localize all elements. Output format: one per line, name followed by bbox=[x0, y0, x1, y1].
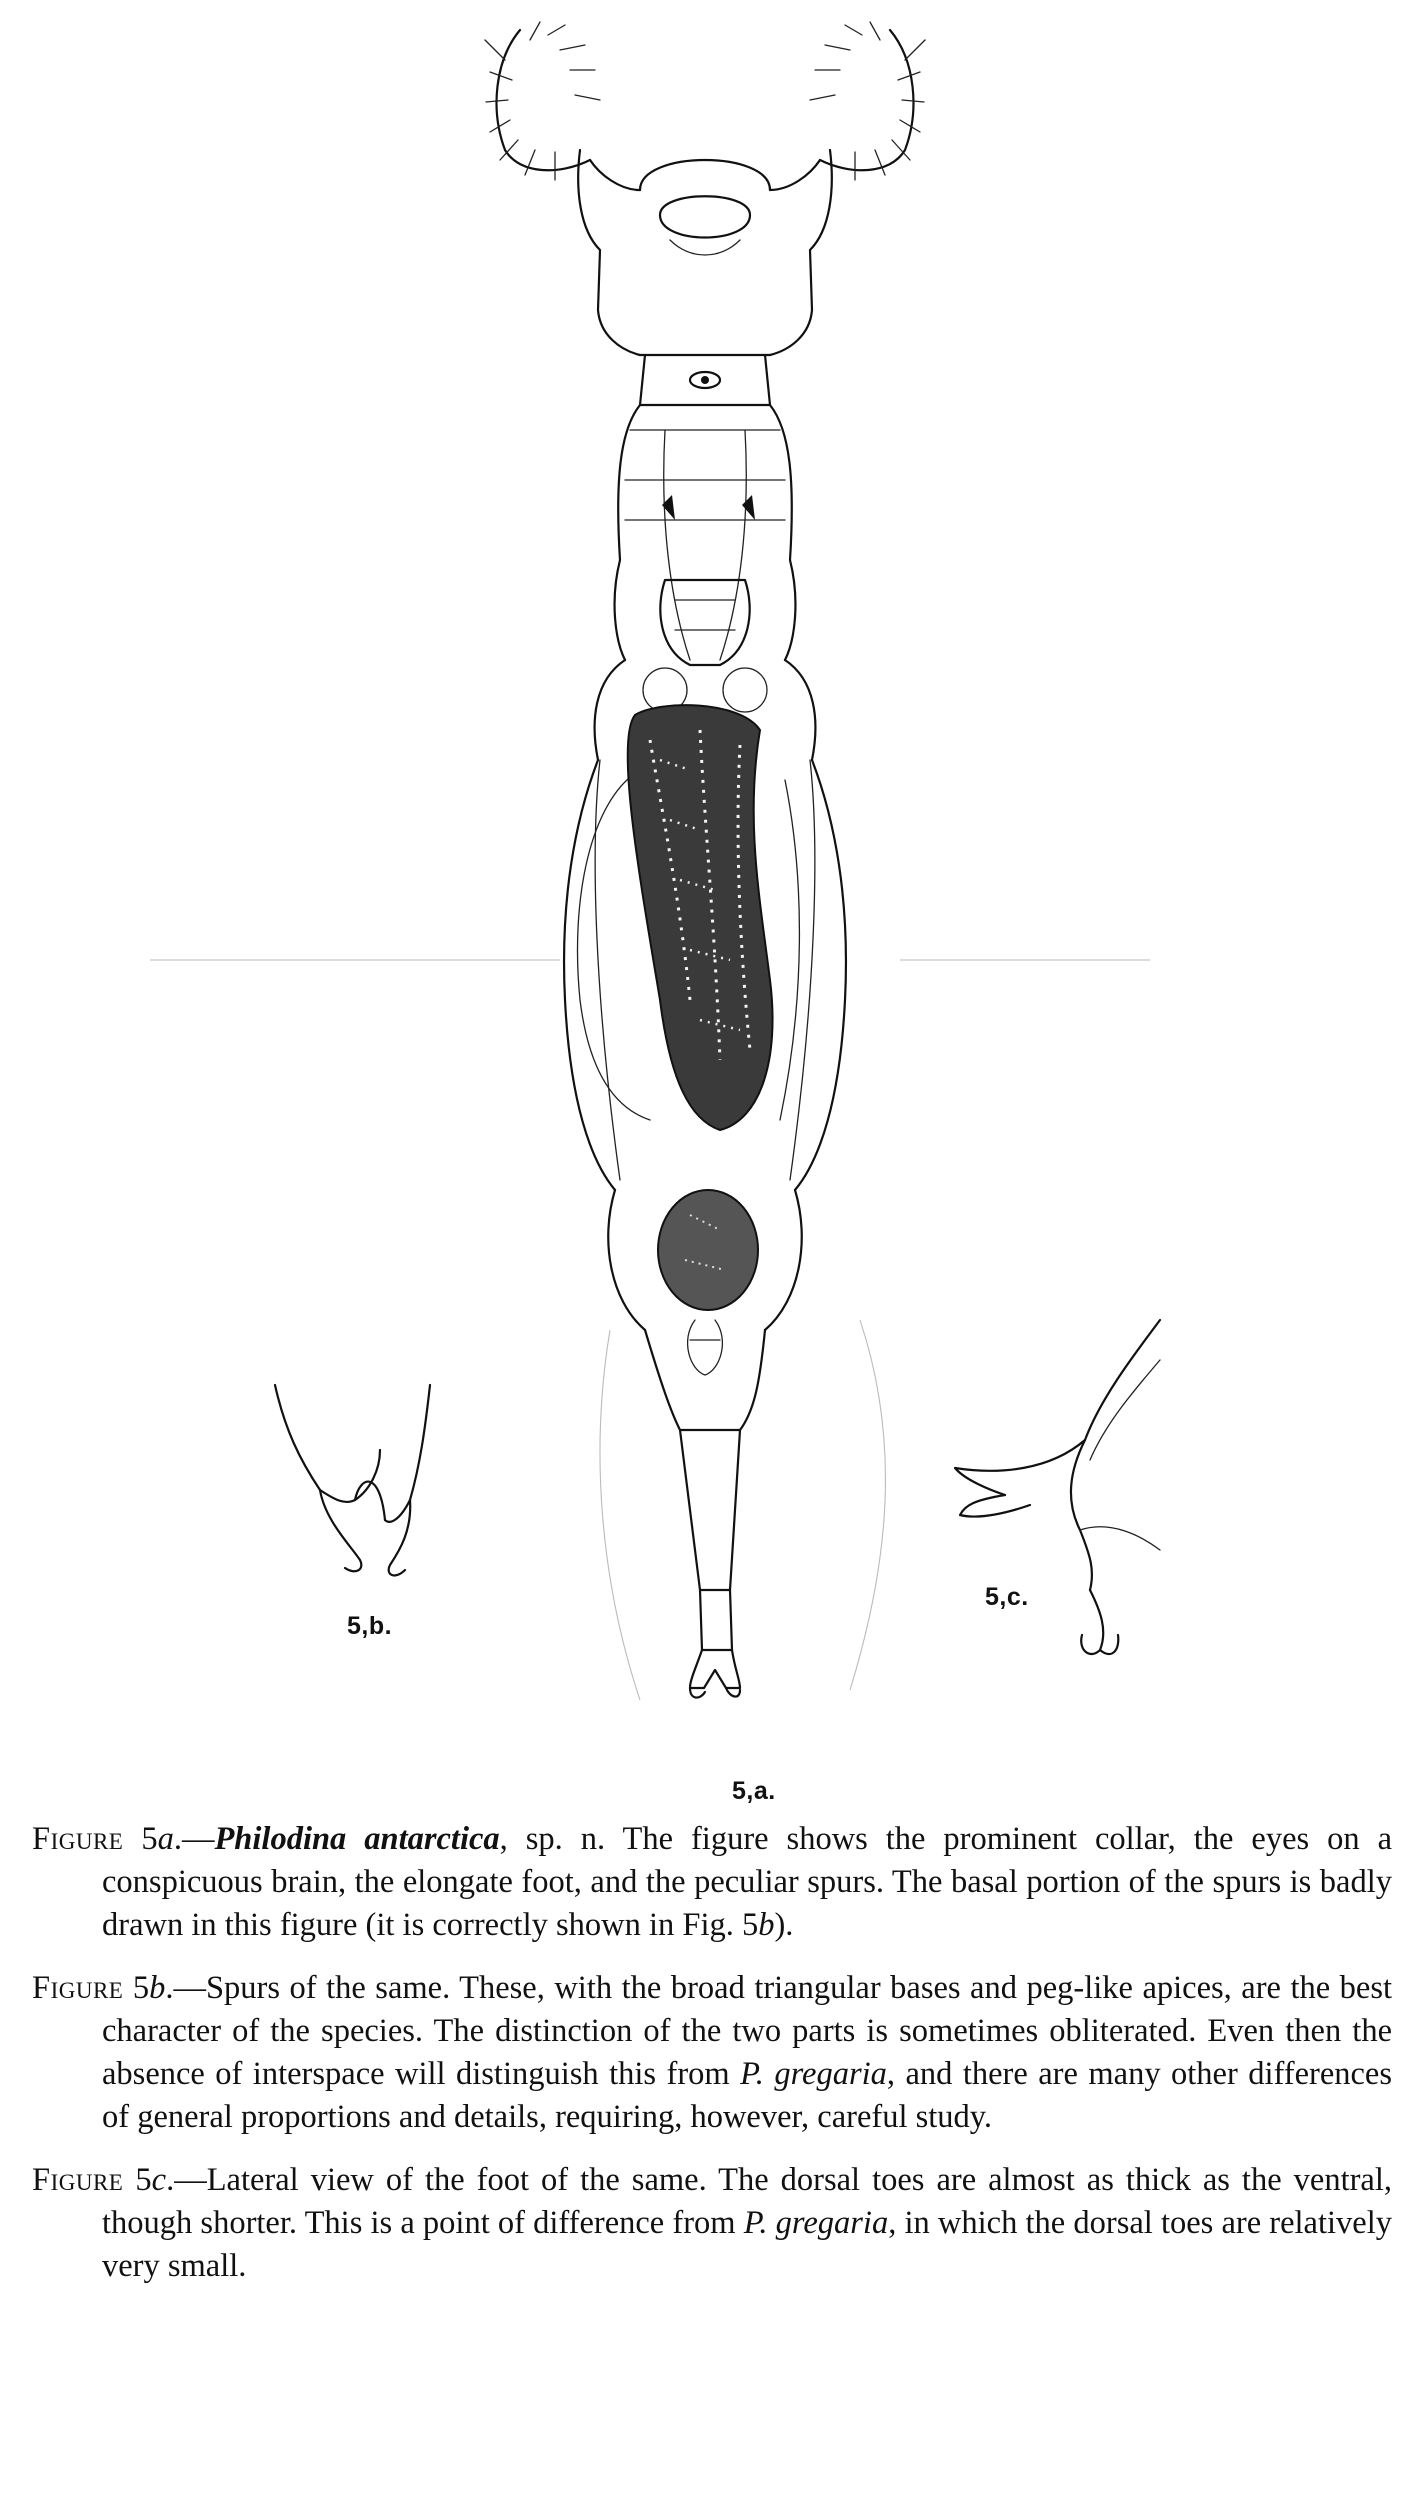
caption-text-end: ). bbox=[774, 1907, 794, 1943]
corona-left bbox=[485, 22, 640, 190]
corona-right bbox=[770, 22, 925, 190]
spurs-5b bbox=[275, 1385, 430, 1575]
caption-species-name: P. gregaria bbox=[740, 2056, 887, 2092]
foot bbox=[680, 1430, 740, 1698]
figure-label-5b: 5,b. bbox=[347, 1612, 393, 1640]
caption-ref-letter: b bbox=[758, 1907, 775, 1943]
caption-figure-word: Figure bbox=[32, 2162, 124, 2198]
caption-dash: .— bbox=[173, 1821, 215, 1857]
figure-label-5c: 5,c. bbox=[985, 1583, 1029, 1611]
caption-figure-number: 5 bbox=[135, 2162, 152, 2198]
caption-figure-letter: b bbox=[149, 1970, 166, 2006]
caption-text-end: , in which the dorsal toes are relatively very small. bbox=[102, 2205, 1393, 2284]
caption-figure-5b bbox=[32, 1967, 1392, 2139]
caption-figure-5a bbox=[32, 1818, 1392, 1947]
caption-figure-number: 5 bbox=[132, 1970, 150, 2006]
head-collar bbox=[578, 150, 832, 405]
figure-captions bbox=[32, 1818, 1392, 2308]
posterior-segment bbox=[608, 1190, 802, 1430]
caption-figure-5c bbox=[32, 2159, 1392, 2288]
caption-text: Lateral view of the foot of the same. The dorsal toes are almost as thick as the ventral, though shorter. This is a point of difference from bbox=[102, 2162, 1392, 2241]
caption-text-end: , and there are many other differences of general proportions and details, requiring, however, careful study. bbox=[102, 2056, 1392, 2135]
stomach bbox=[628, 705, 773, 1130]
neck-segments bbox=[615, 405, 796, 660]
caption-text: Spurs of the same. These, with the broad triangular bases and peg-like apices, are the best character of the species. The distinction of the two parts is sometimes obliterated. Even then the absence of interspace will distinguish this from bbox=[102, 1970, 1392, 2092]
caption-dash: .— bbox=[165, 1970, 206, 2006]
caption-species-name: P. gregaria bbox=[743, 2205, 889, 2241]
caption-dash: .— bbox=[166, 2162, 207, 2198]
caption-species-name: Philodina antarctica bbox=[214, 1821, 500, 1857]
caption-figure-word: Figure bbox=[32, 1821, 124, 1857]
caption-figure-letter: c bbox=[151, 2162, 167, 2198]
caption-figure-letter: a bbox=[157, 1821, 174, 1857]
caption-text: The figure shows the prominent collar, the eyes on a conspicuous brain, the elongate foot, and the peculiar spurs. The basal portion of the spurs is badly drawn in this figure (it is correctly shown in Fig. 5 bbox=[102, 1821, 1393, 1943]
caption-figure-word: Figure bbox=[32, 1970, 124, 2006]
caption-species-suffix: , sp. n. bbox=[499, 1821, 606, 1857]
figure-label-5a: 5,a. bbox=[732, 1777, 776, 1805]
caption-figure-number: 5 bbox=[141, 1821, 158, 1857]
